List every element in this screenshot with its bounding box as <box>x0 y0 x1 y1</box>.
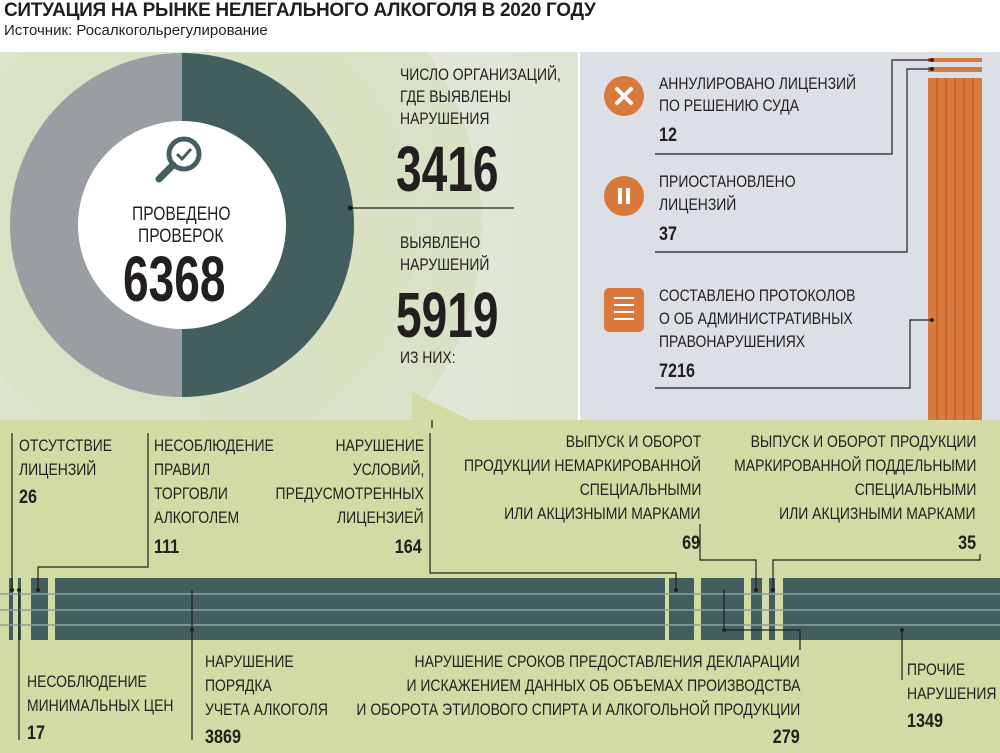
annulled-value: 12 <box>659 125 677 146</box>
counterfeit-line2: МАРКИРОВАННОЙ ПОДДЕЛЬНЫМИ <box>733 456 976 475</box>
document-icon <box>604 288 644 332</box>
organizations-label-line1: ЧИСЛО ОРГАНИЗАЦИЙ, <box>400 65 561 84</box>
license-terms-line2: УСЛОВИЙ, <box>352 460 424 479</box>
unmarked-line1: ВЫПУСК И ОБОРОТ <box>565 432 701 451</box>
magnifier-check-icon <box>152 132 208 188</box>
unmarked-line2: ПРОДУКЦИИ НЕМАРКИРОВАННОЙ <box>463 456 701 475</box>
no-license-line1: ОТСУТСТВИЕ <box>19 436 113 455</box>
no-license-line2: ЛИЦЕНЗИЙ <box>19 460 97 479</box>
unmarked-value: 69 <box>682 533 700 554</box>
declaration-value: 279 <box>773 727 800 748</box>
min-prices-value: 17 <box>27 723 45 744</box>
declaration-line3: И ОБОРОТА ЭТИЛОВОГО СПИРТА И АЛКОГОЛЬНОЙ ПРОДУКЦИИ <box>356 700 800 719</box>
accounting-line3: УЧЕТА АЛКОГОЛЯ <box>205 700 328 719</box>
violations-label-line1: ВЫЯВЛЕНО <box>400 233 481 252</box>
accounting-value: 3869 <box>205 727 241 748</box>
license-terms-line1: НАРУШЕНИЕ <box>335 436 424 455</box>
counterfeit-value: 35 <box>958 533 976 554</box>
suspended-value: 37 <box>659 224 677 245</box>
accounting-line1: НАРУШЕНИЕ <box>205 652 294 671</box>
counterfeit-line4: ИЛИ АКЦИЗНЫМИ МАРКАМИ <box>779 504 976 523</box>
annulled-label-line2: ПО РЕШЕНИЮ СУДА <box>659 96 800 115</box>
other-value: 1349 <box>907 711 943 732</box>
checks-label-line2: ПРОВЕРОК <box>138 226 224 247</box>
checks-panel <box>0 52 578 420</box>
connector-dot <box>348 206 353 211</box>
counterfeit-line1: ВЫПУСК И ОБОРОТ ПРОДУКЦИИ <box>750 432 976 451</box>
connector-protocols <box>655 320 932 388</box>
violations-value: 5919 <box>396 279 499 351</box>
protocols-value: 7216 <box>659 361 695 382</box>
violations-label-line2: НАРУШЕНИЙ <box>400 255 490 274</box>
annulled-label-line1: АННУЛИРОВАНО ЛИЦЕНЗИЙ <box>659 74 857 93</box>
organizations-label-line2: ГДЕ ВЫЯВЛЕНЫ <box>400 87 511 106</box>
violations-breakdown <box>0 420 1000 753</box>
trade-rules-line4: АЛКОГОЛЕМ <box>154 508 240 527</box>
protocols-label-line2: О ОБ АДМИНИСТРАТИВНЫХ <box>659 309 853 328</box>
protocols-label-line1: СОСТАВЛЕНО ПРОТОКОЛОВ <box>659 286 856 305</box>
organizations-value: 3416 <box>396 133 499 205</box>
declaration-line1: НАРУШЕНИЕ СРОКОВ ПРЕДОСТАВЛЕНИЯ ДЕКЛАРАЦИИ <box>414 652 800 671</box>
trade-rules-line3: ТОРГОВЛИ <box>154 484 228 503</box>
sanctions-panel <box>580 52 1000 420</box>
unmarked-line3: СПЕЦИАЛЬНЫМИ <box>579 480 701 499</box>
no-license-value: 26 <box>19 487 37 508</box>
trade-rules-line2: ПРАВИЛ <box>154 460 211 479</box>
trade-rules-line1: НЕСОБЛЮДЕНИЕ <box>154 436 274 455</box>
bar-annulled <box>928 58 982 62</box>
other-line2: НАРУШЕНИЯ <box>907 684 997 703</box>
unmarked-line4: ИЛИ АКЦИЗНЫМИ МАРКАМИ <box>504 504 701 523</box>
page-title: СИТУАЦИЯ НА РЫНКЕ НЕЛЕГАЛЬНОГО АЛКОГОЛЯ В 2020 ГОДУ <box>4 0 596 21</box>
checks-value: 6368 <box>123 243 226 315</box>
accounting-line2: ПОРЯДКА <box>205 676 272 695</box>
license-terms-line3: ПРЕДУСМОТРЕННЫХ <box>275 484 424 503</box>
bar-suspended <box>928 67 982 72</box>
suspended-label-line1: ПРИОСТАНОВЛЕНО <box>659 172 796 191</box>
violations-of-them: ИЗ НИХ: <box>400 348 456 367</box>
checks-label-line1: ПРОВЕДЕНО <box>132 204 231 225</box>
close-icon <box>604 76 644 116</box>
declaration-line2: И ИСКАЖЕНИЕМ ДАННЫХ ОБ ОБЪЕМАХ ПРОИЗВОДСТВА <box>406 676 800 695</box>
breakdown-segments <box>9 578 1000 640</box>
organizations-label-line3: НАРУШЕНИЯ <box>400 109 490 128</box>
source-note: Источник: Росалкогольрегулирование <box>4 22 268 39</box>
pause-icon <box>604 176 644 216</box>
bubble-tail <box>412 392 470 420</box>
min-prices-line2: МИНИМАЛЬНЫХ ЦЕН <box>27 696 174 715</box>
other-line1: ПРОЧИЕ <box>907 660 966 679</box>
min-prices-line1: НЕСОБЛЮДЕНИЕ <box>27 672 147 691</box>
license-terms-value: 164 <box>395 537 422 558</box>
counterfeit-line3: СПЕЦИАЛЬНЫМИ <box>854 480 976 499</box>
trade-rules-value: 111 <box>154 537 180 558</box>
protocols-label-line3: ПРАВОНАРУШЕНИЯХ <box>659 332 806 351</box>
license-terms-line4: ЛИЦЕНЗИЕЙ <box>337 508 424 527</box>
suspended-label-line2: ЛИЦЕНЗИЙ <box>659 195 737 214</box>
